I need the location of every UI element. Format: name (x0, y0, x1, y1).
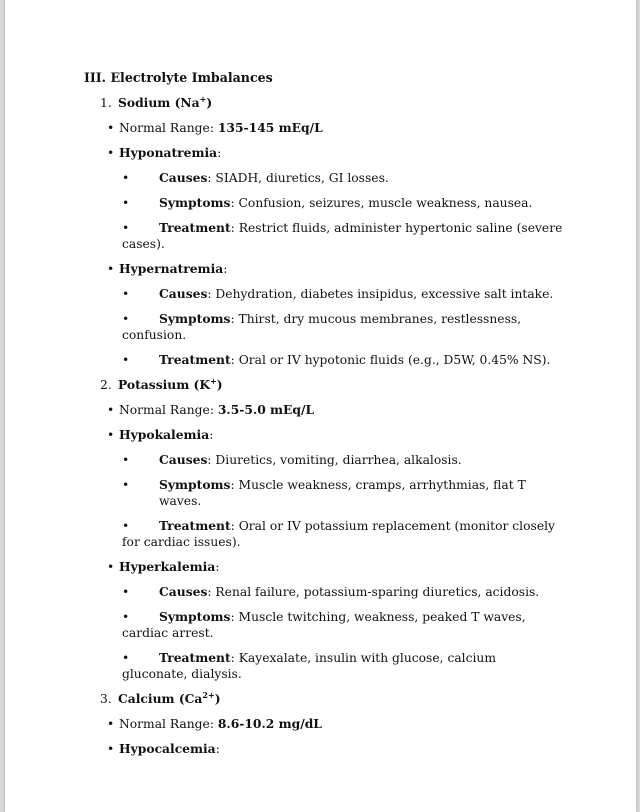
electrolyte-section (84, 95, 564, 368)
section-number: 2. (100, 378, 112, 392)
condition-heading (107, 559, 564, 575)
electrolyte-section (84, 691, 564, 757)
detail-text: : Renal failure, potassium-sparing diuretics, acidosis. (207, 585, 540, 599)
condition-name: Hypokalemia (119, 427, 210, 442)
electrolyte-sections (84, 95, 564, 757)
condition-detail (122, 609, 564, 641)
detail-text: : Muscle weakness, cramps, arrhythmias, flat T waves. (159, 478, 526, 508)
electrolyte-name: Sodium (Na (118, 95, 200, 110)
detail-text: : Muscle twitching, weakness, peaked T waves, cardiac arrest. (122, 610, 526, 640)
bullet-icon: • (122, 610, 130, 624)
title-close: ) (214, 691, 221, 706)
detail-label: Causes (159, 452, 208, 467)
section-heading: III. Electrolyte Imbalances (84, 70, 273, 85)
condition-detail (122, 286, 564, 302)
bullet-icon: • (122, 353, 130, 367)
bullet-icon: • (107, 428, 115, 442)
bullet-icon: • (122, 519, 130, 533)
detail-text: : Dehydration, diabetes insipidus, excessive salt intake. (207, 287, 554, 301)
document-page (5, 0, 636, 812)
electrolyte-name: Potassium (K (118, 377, 211, 392)
bullet-icon: • (107, 121, 115, 135)
electrolyte-title (100, 95, 564, 111)
condition-detail (122, 311, 564, 343)
colon: : (215, 560, 220, 574)
normal-range-label: Normal Range: (119, 717, 218, 731)
normal-range-label: Normal Range: (119, 403, 218, 417)
bullet-icon: • (107, 262, 115, 276)
ion-charge: + (199, 93, 207, 104)
condition-heading (107, 261, 564, 277)
detail-label: Treatment (159, 518, 231, 533)
condition-heading (107, 427, 564, 443)
detail-text: : Thirst, dry mucous membranes, restlessness, confusion. (122, 312, 522, 342)
document-content (84, 70, 564, 766)
detail-text: : SIADH, diuretics, GI losses. (207, 171, 389, 185)
detail-label: Symptoms (159, 195, 231, 210)
bullet-icon: • (107, 403, 115, 417)
section-number: 1. (100, 96, 112, 110)
normal-range-value: 3.5-5.0 mEq/L (217, 402, 315, 417)
detail-label: Causes (159, 170, 208, 185)
electrolyte-title (100, 691, 564, 707)
ion-charge: + (210, 375, 217, 386)
title-close: ) (216, 377, 223, 392)
normal-range-value: 8.6-10.2 mg/dL (217, 716, 322, 731)
condition-name: Hyperkalemia (119, 559, 216, 574)
bullet-icon: • (122, 312, 130, 326)
normal-range-label: Normal Range: (119, 121, 218, 135)
condition-detail (122, 650, 564, 682)
detail-label: Symptoms (159, 311, 231, 326)
condition-detail (122, 518, 564, 550)
detail-label: Causes (159, 286, 208, 301)
detail-text: : Oral or IV hypotonic fluids (e.g., D5W, 0.45% NS). (230, 353, 551, 367)
detail-label: Causes (159, 584, 208, 599)
electrolyte-name: Calcium (Ca (118, 691, 203, 706)
detail-text: : Oral or IV potassium replacement (monitor closely for cardiac issues). (122, 519, 555, 549)
bullet-icon: • (107, 742, 115, 756)
detail-text: : Restrict fluids, administer hypertonic saline (severe cases). (122, 221, 563, 251)
colon: : (215, 742, 220, 756)
condition-name: Hypocalcemia (119, 741, 216, 756)
condition-name: Hypernatremia (119, 261, 224, 276)
detail-text: : Diuretics, vomiting, diarrhea, alkalosis. (207, 453, 462, 467)
normal-range (107, 402, 564, 418)
condition-heading (107, 741, 564, 757)
detail-label: Symptoms (159, 609, 231, 624)
condition-detail (122, 220, 564, 252)
condition-heading (107, 145, 564, 161)
bullet-icon: • (122, 651, 130, 665)
bullet-icon: • (122, 453, 130, 467)
section-number: 3. (100, 692, 112, 706)
electrolyte-title (100, 377, 564, 393)
bullet-icon: • (107, 146, 115, 160)
condition-detail (122, 352, 564, 368)
detail-label: Treatment (159, 352, 231, 367)
condition-detail (122, 452, 564, 468)
colon: : (217, 146, 222, 160)
detail-label: Symptoms (159, 477, 231, 492)
colon: : (209, 428, 214, 442)
electrolyte-section (84, 377, 564, 682)
condition-detail (122, 170, 564, 186)
bullet-icon: • (122, 171, 130, 185)
condition-detail (122, 584, 564, 600)
bullet-icon: • (122, 585, 130, 599)
bullet-icon: • (122, 196, 130, 210)
bullet-icon: • (122, 221, 130, 235)
detail-label: Treatment (159, 650, 231, 665)
detail-text: : Confusion, seizures, muscle weakness, nausea. (230, 196, 533, 210)
normal-range-value: 135-145 mEq/L (217, 120, 323, 135)
condition-detail (122, 477, 564, 509)
normal-range (107, 716, 564, 732)
bullet-icon: • (107, 717, 115, 731)
bullet-icon: • (107, 560, 115, 574)
bullet-icon: • (122, 287, 130, 301)
title-close: ) (206, 95, 213, 110)
detail-label: Treatment (159, 220, 231, 235)
normal-range (107, 120, 564, 136)
detail-text: : Kayexalate, insulin with glucose, calcium gluconate, dialysis. (122, 651, 497, 681)
condition-name: Hyponatremia (119, 145, 218, 160)
condition-detail (122, 195, 564, 211)
ion-charge: 2+ (202, 689, 215, 700)
bullet-icon: • (122, 478, 130, 492)
colon: : (223, 262, 228, 276)
